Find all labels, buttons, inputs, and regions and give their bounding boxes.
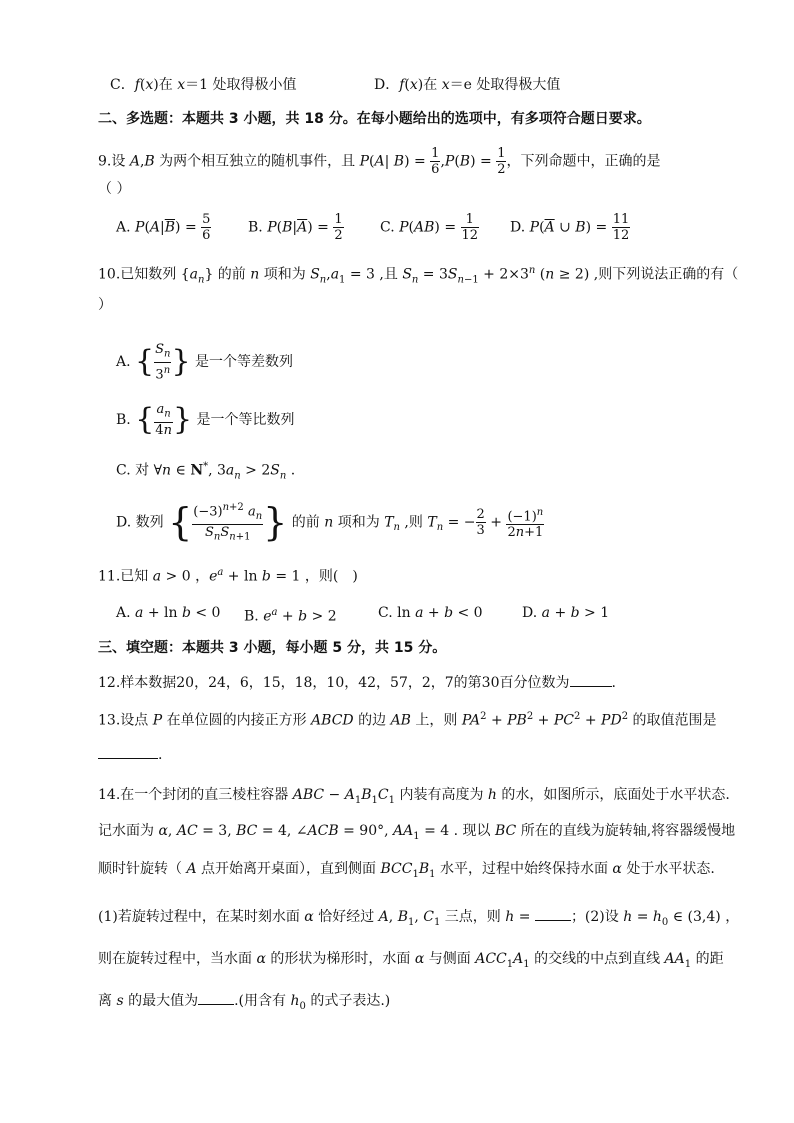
- q12-stem: 12.样本数据20，24，6，15，18，10，42，57，2，7的第30百分位数为: [98, 675, 570, 691]
- q11-option-d: D. a + b > 1: [522, 605, 610, 621]
- q14-line-1: 14.在一个封闭的直三棱柱容器 ABC − $A_1B_1C_1$ 内装有高度为 h 的水，如图所示，底面处于水平状态.: [98, 787, 730, 806]
- q9-option-d: D. $P(\overline{A}$ ∪ B) = $\frac{11}{12}$: [510, 212, 630, 243]
- q14-answer-blank-1[interactable]: [535, 906, 571, 921]
- q12-text: [98, 672, 616, 692]
- q14-line-3: 顺时针旋转（ A 点开始离开桌面），直到侧面 $BCC_1B_1$ 水平，过程中始终保持水面 α 处于水平状态.: [98, 861, 715, 880]
- q10-option-a: A. { $\frac{S_n}{3^n}$ } 是一个等差数列: [116, 342, 294, 382]
- q14-line-2: 记水面为 α, AC = 3, BC = 4, ∠ACB = 90°, $AA_1 = 4$ . 现以 BC 所在的直线为旋转轴,将容器缓慢地: [98, 823, 736, 842]
- q10-option-c: C. 对 ∀n ∈ N*, $3a_n > 2S_n$ .: [116, 461, 296, 482]
- q11-option-c: C. ln a + b < 0: [378, 605, 483, 621]
- q13-end: .: [158, 747, 163, 763]
- q13-text: 13.设点 P 在单位圆的内接正方形 ABCD 的边 AB 上，则 $PA^2 + PB^2 + PC^2 + PD^2$ 的取值范围是: [98, 711, 717, 729]
- q13-blank-line: [98, 744, 162, 764]
- q12-end: .: [611, 675, 616, 691]
- prev-option-c: C．f(x)在 x＝1 处取得极小值: [110, 77, 297, 93]
- q9-paren: （ ）: [98, 181, 131, 197]
- q10-b-text: 是一个等比数列: [196, 412, 295, 428]
- q10-option-d: D. 数列 { $\frac{(-3)^{n+2} a_n}{S_nS_{n+1}}$ } 的前 n 项和为 $T_n$ ,则 $T_n$ = − $\frac{2}{3}$ + $\frac{(-1)^n}{2n+1}$: [116, 500, 544, 545]
- q14-line-6: 离 s 的最大值为 .(用含有 $h_0$ 的式子表达.): [98, 990, 390, 1016]
- q9-option-a: A. $P(A|\overline{B})$ = $\frac{5}{6}$: [116, 212, 211, 243]
- prev-option-d: D．f(x)在 x＝e 处取得极大值: [374, 77, 561, 93]
- q10-stem: 10.已知数列 $\{a_n\}$ 的前 n 项和为 $S_n,a_1 = 3$ ,且 $S_n = 3S_{n-1} + 2\times 3^n$ (n ≥ 2) ,则下列说法正确的有（: [98, 265, 739, 286]
- section-2-heading: 二、多选题：本题共 3 小题，共 18 分。在每小题给出的选项中，有多项符合题日要求。: [98, 111, 651, 127]
- q10-d-pre: D. 数列: [116, 514, 164, 531]
- q9-option-b: B. $P(B|\overline{A})$ = $\frac{1}{2}$: [248, 212, 343, 243]
- q10-a-text: 是一个等差数列: [195, 353, 294, 370]
- q14-line-5: 则在旋转过程中，当水面 α 的形状为梯形时，水面 α 与侧面 $ACC_1A_1$ 的交线的中点到直线 $AA_1$ 的距: [98, 951, 724, 970]
- section-3-heading: 三、填空题：本题共 3 小题，每小题 5 分，共 15 分。: [98, 640, 447, 656]
- q11-stem: 11.已知 a > 0 ，$e^a + \ln b = 1$ ，则( ): [98, 567, 358, 585]
- q11-option-a: A. a + ln b < 0: [116, 605, 221, 621]
- q9-option-c: C. P(AB) = $\frac{1}{12}$: [380, 212, 479, 243]
- q14-answer-blank-2[interactable]: [198, 990, 234, 1005]
- q9-stem: 9.设 A,B 为两个相互独立的随机事件，且 P(A| B) = $\frac{1}{6}$ ,P(B) = $\frac{1}{2}$ ，下列命题中，正确的是: [98, 146, 661, 177]
- q11-option-b: B. $e^a + b > 2$: [244, 607, 337, 625]
- q10-paren: ）: [98, 297, 112, 313]
- q14-line-4: (1)若旋转过程中，在某时刻水面 α 恰好经过 A, $B_1$, $C_1$ 三点，则 h = ；(2)设 $h = h_0$ ∈ (3,4) ，: [98, 906, 739, 932]
- q10-option-b: B. { $\frac{a_n}{4n}$ } 是一个等比数列: [116, 402, 295, 438]
- q13-answer-blank[interactable]: [98, 744, 158, 759]
- q12-answer-blank[interactable]: [570, 672, 612, 687]
